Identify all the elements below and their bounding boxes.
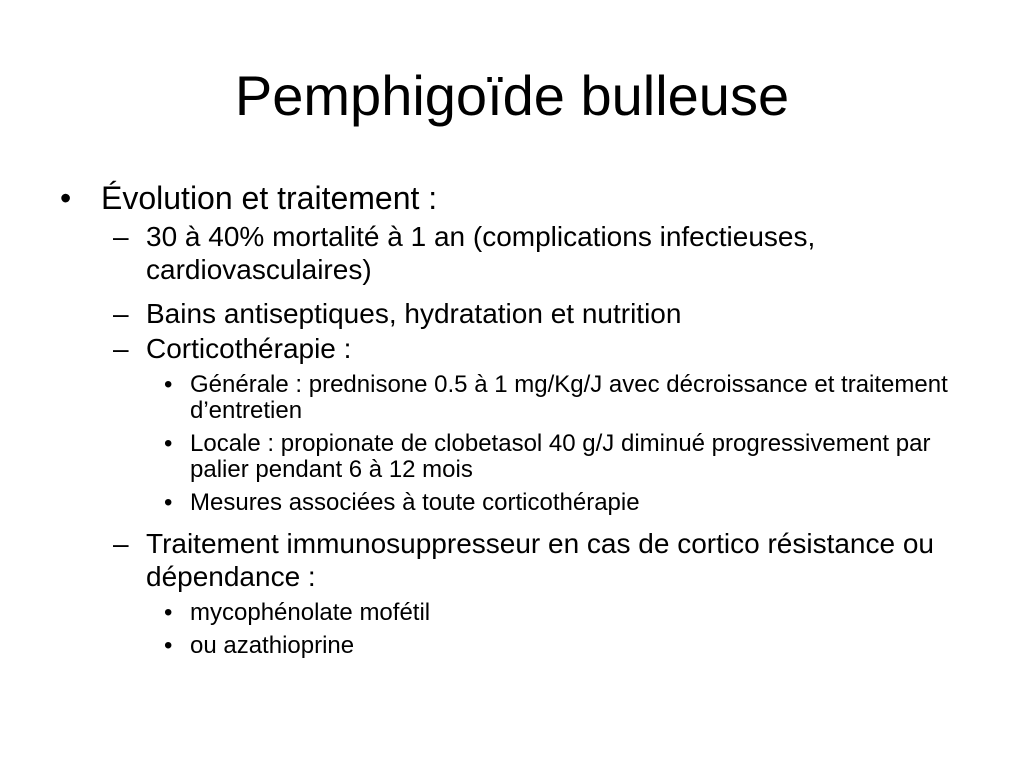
slide-body [0, 178, 1024, 659]
bullet-marker: • [164, 430, 173, 457]
subsubitem-azathioprine [0, 633, 1024, 659]
subsubitem-text: Générale : prednisone 0.5 à 1 mg/Kg/J avec décroissance et traitement d’entretien [190, 371, 948, 424]
bullet-marker: • [164, 489, 173, 516]
slide-title: Pemphigoïde bulleuse [234, 64, 790, 127]
bullet-text: Évolution et traitement : [101, 180, 438, 216]
subsubitem-text: Mesures associées à toute corticothérapie [190, 489, 640, 516]
bullet-evolution-traitement [0, 178, 1024, 218]
subsubitem-locale [0, 431, 1024, 483]
bullet-marker: • [60, 180, 72, 216]
subsubitem-generale [0, 372, 1024, 424]
subitem-corticotherapie [0, 332, 1024, 365]
subitem-text: Bains antiseptiques, hydratation et nutrition [146, 298, 682, 329]
subitem-mortality [0, 220, 1024, 286]
dash-marker: – [113, 221, 129, 252]
dash-marker: – [113, 528, 129, 559]
subitem-care [0, 297, 1024, 330]
subitem-immunosuppresseur [0, 527, 1024, 593]
dash-marker: – [113, 333, 129, 364]
bullet-marker: • [164, 632, 173, 659]
subsubitem-mycophenolate [0, 600, 1024, 626]
bullet-marker: • [164, 371, 173, 398]
subsubitem-text: mycophénolate mofétil [190, 599, 431, 626]
subitem-text: Corticothérapie : [146, 333, 352, 364]
subsubitem-text: Locale : propionate de clobetasol 40 g/J diminué progressivement par palier pendant 6 à 12 mois [190, 430, 931, 483]
dash-marker: – [113, 298, 129, 329]
subitem-text: 30 à 40% mortalité à 1 an (complications infectieuses, cardiovasculaires) [146, 221, 816, 285]
subitem-text: Traitement immunosuppresseur en cas de cortico résistance ou dépendance : [146, 528, 934, 592]
subsubitem-text: ou azathioprine [190, 632, 355, 659]
bullet-marker: • [164, 599, 173, 626]
subsubitem-mesures [0, 490, 1024, 516]
